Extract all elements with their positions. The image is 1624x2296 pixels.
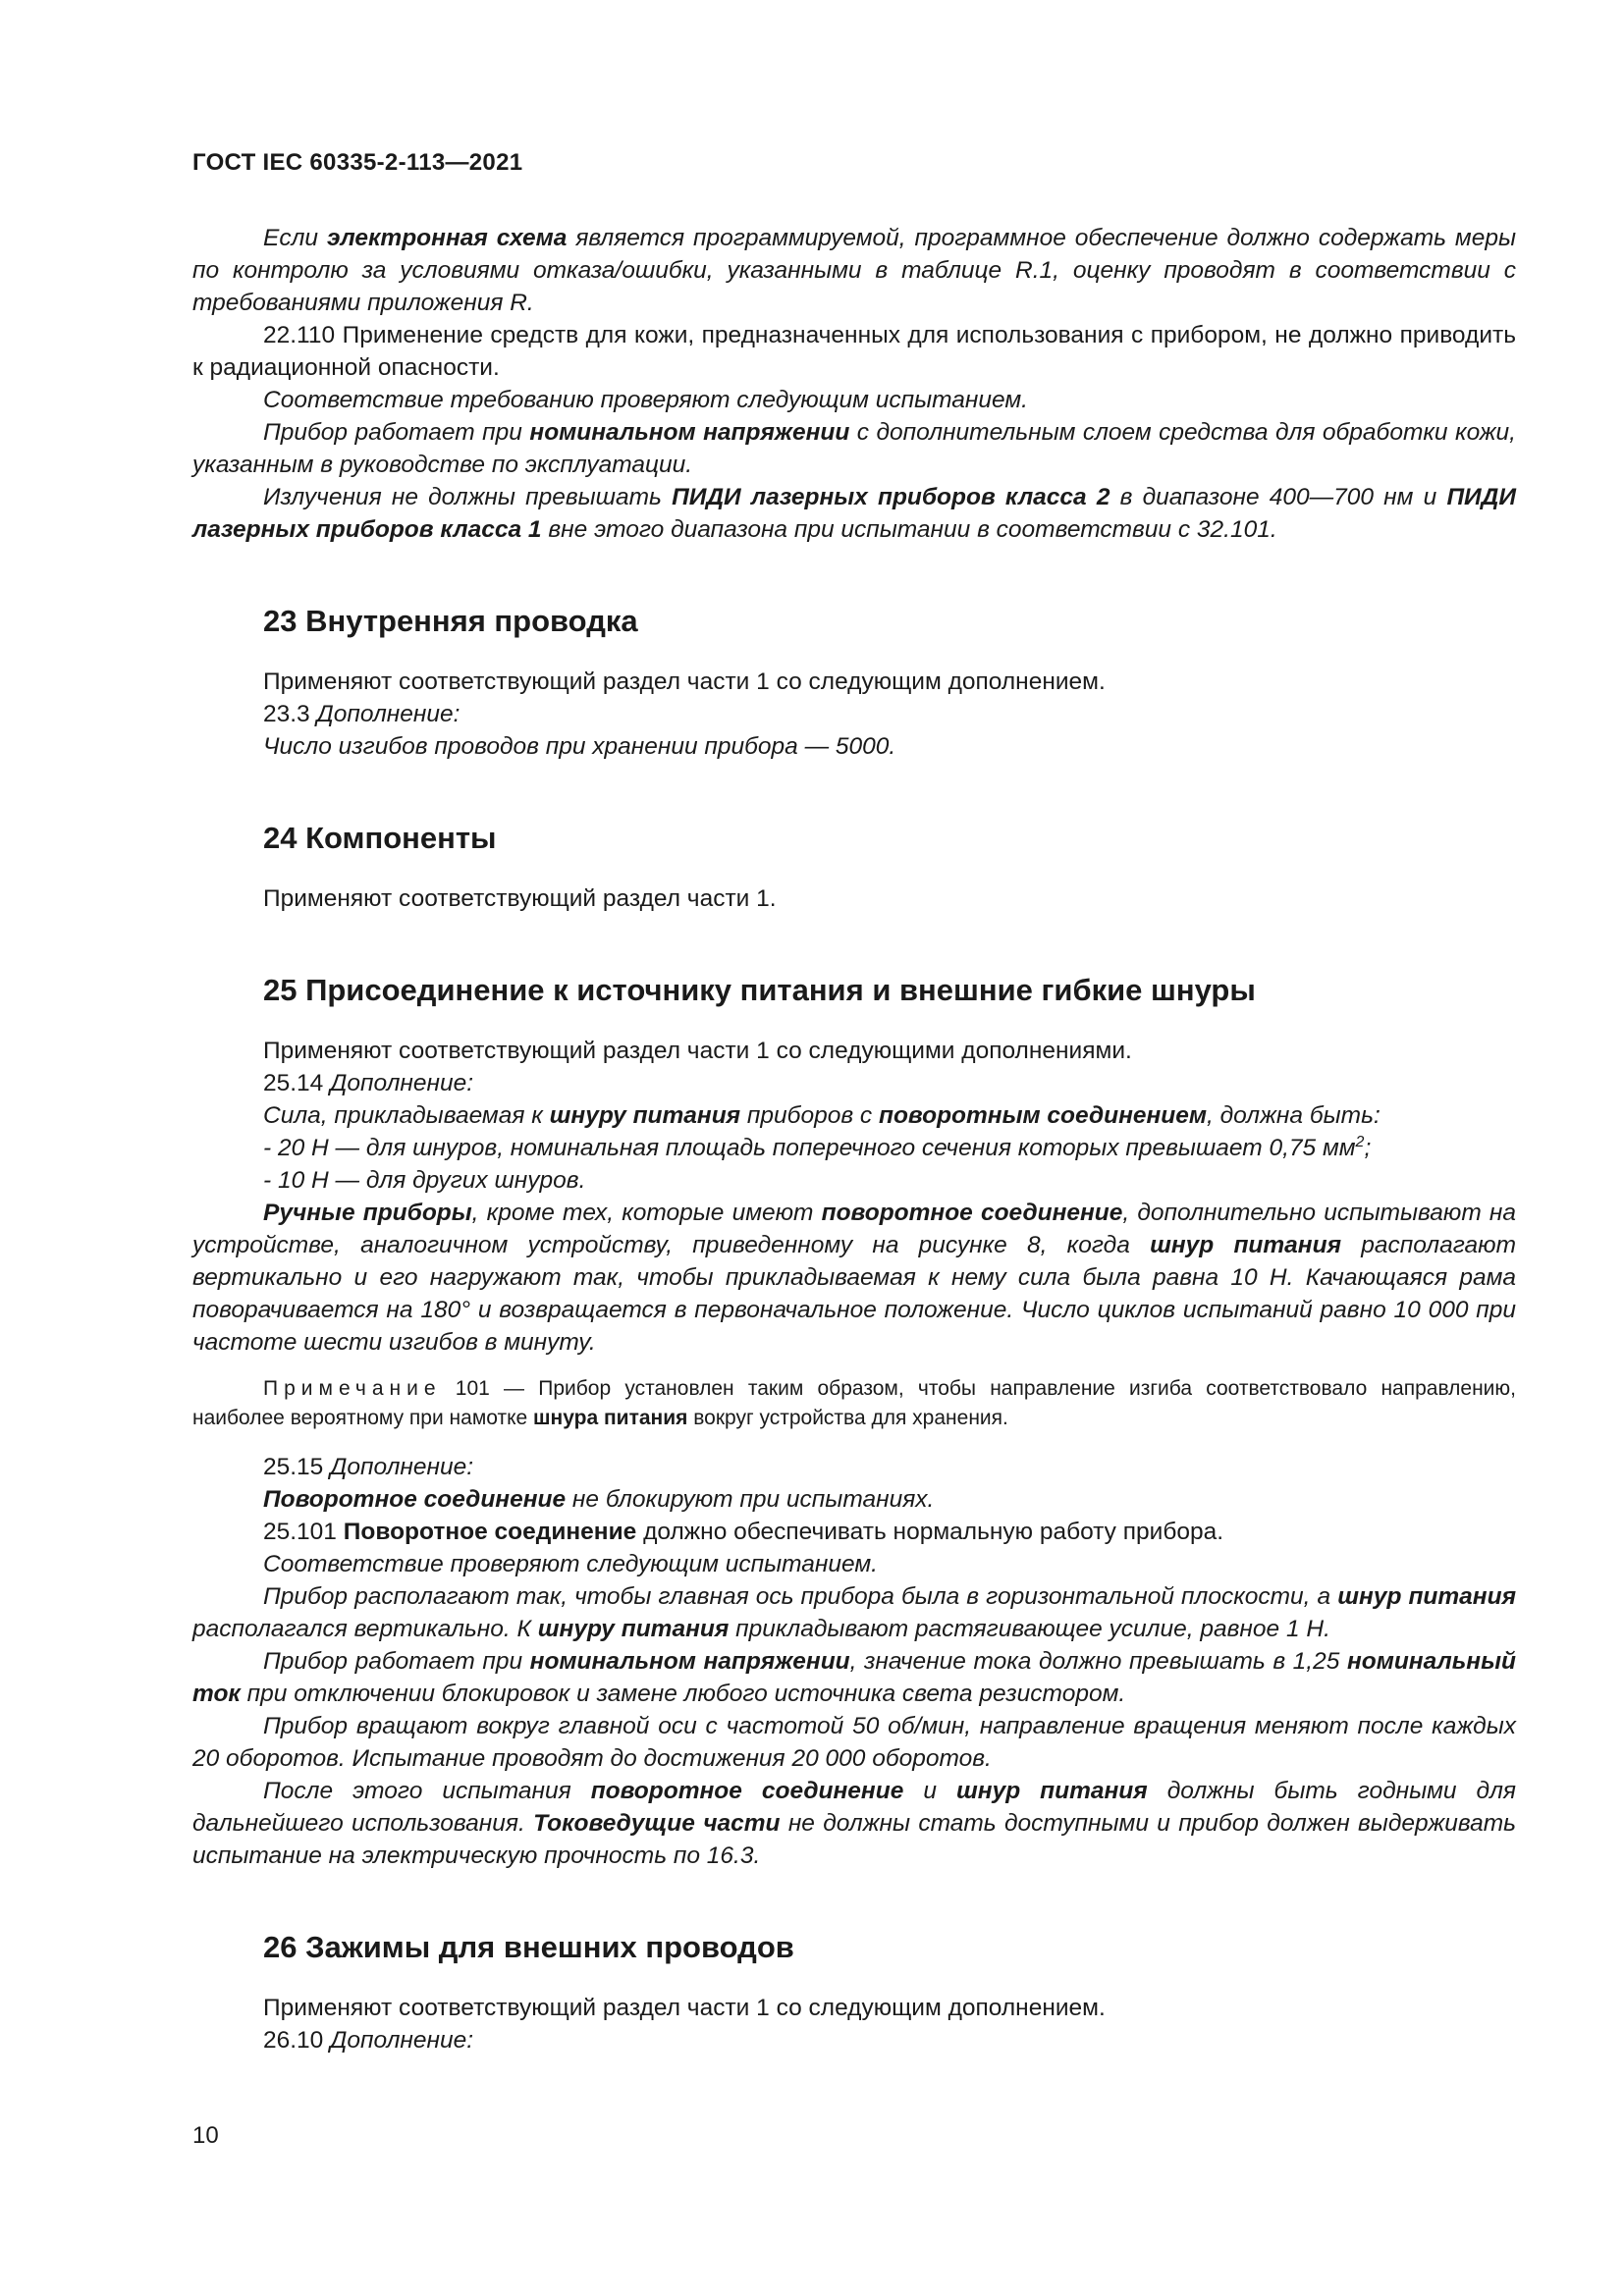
paragraph-emissions: [192, 481, 1516, 546]
document-header: ГОСТ IEC 60335-2-113—2021: [192, 149, 523, 176]
section-23-heading: 23 Внутренняя проводка: [263, 604, 638, 638]
clause-number: 25.14: [263, 1070, 331, 1096]
section-24-line-1: Применяют соответствующий раздел части 1.: [263, 885, 777, 912]
text-span: Сила, прикладываемая к: [263, 1102, 550, 1129]
clause-22-110: 22.110 Применение средств для кожи, предназначенных для использования с прибором, не должно приводить к радиационной опасности.: [192, 322, 1516, 381]
note-101: [192, 1374, 1516, 1433]
text-span: , должна быть:: [1207, 1102, 1380, 1129]
clause-label: Дополнение:: [330, 2027, 474, 2054]
text-span: Излучения не должны превышать: [263, 484, 673, 510]
term-bold: Токоведущие части: [533, 1810, 781, 1837]
clause-23-3: [192, 698, 1516, 730]
clause-label: Дополнение:: [316, 701, 460, 727]
page-number: 10: [192, 2122, 219, 2149]
paragraph-rotation: Прибор вращают вокруг главной оси с частотой 50 об/мин, направление вращения меняют после каждых 20 оборотов. Испытание проводят до достижения 20 000 оборотов.: [192, 1713, 1516, 1772]
term-bold: поворотное соединение: [590, 1778, 904, 1804]
section-24-heading: 24 Компоненты: [263, 821, 497, 855]
text-span: Прибор работает при: [263, 1648, 530, 1675]
paragraph-rated-voltage: [192, 416, 1516, 481]
section-25-heading: 25 Присоединение к источнику питания и внешние гибкие шнуры: [263, 973, 1256, 1007]
clause-label: Дополнение:: [330, 1070, 474, 1096]
term-bold: шнур питания: [1150, 1232, 1342, 1258]
clause-25-101: [192, 1516, 1516, 1548]
section-23-line-3: Число изгибов проводов при хранении прибора — 5000.: [263, 733, 896, 760]
term-bold: шнура питания: [533, 1407, 688, 1429]
force-item-10n: - 10 Н — для других шнуров.: [263, 1167, 586, 1194]
text-span: прикладывают растягивающее усилие, равное 1 Н.: [729, 1616, 1330, 1642]
paragraph-handheld: [192, 1197, 1516, 1359]
term-bold: поворотным соединением: [878, 1102, 1208, 1129]
clause-label: Дополнение:: [330, 1454, 474, 1480]
term-bold: номинальном напряжении: [529, 1648, 850, 1675]
text-span: После этого испытания: [263, 1778, 591, 1804]
text-span: при отключении блокировок и замене любого источника света резистором.: [240, 1681, 1126, 1707]
text-span: является программируемой, программное обеспечение должно содержать меры по контролю за условиями отказа/ошибки, указанными в таблице R.1, оценку проводят в соответствии с требованиями приложения R.: [192, 225, 1516, 316]
term-bold: номинальном напряжении: [529, 419, 850, 446]
term-bold: ПИДИ лазерных приборов класса 1: [192, 484, 1516, 543]
text-span: ;: [1364, 1135, 1372, 1161]
text-span: располагался вертикально. К: [192, 1616, 538, 1642]
text-span: располагают вертикально и его нагружают так, чтобы прикладываемая к нему сила была равна 10 Н. Качающаяся рама поворачивается на 180° и возвращается в первоначальное положение. Число циклов испытаний равно 10 000 при частоте шести изгибов в минуту.: [192, 1232, 1517, 1356]
text-span: в диапазоне 400—700 нм и: [1110, 484, 1447, 510]
text-span: должны быть годными для дальнейшего использования.: [192, 1778, 1517, 1837]
clause-25-15: [192, 1451, 1516, 1483]
term-bold: поворотное соединение: [821, 1200, 1123, 1226]
page-body: [192, 222, 1516, 2056]
clause-number: 25.15: [263, 1454, 331, 1480]
term-bold: ПИДИ лазерных приборов класса 2: [672, 484, 1110, 510]
section-26-line-1: Применяют соответствующий раздел части 1 со следующим дополнением.: [263, 1995, 1106, 2021]
rotary-not-blocked: [192, 1483, 1516, 1516]
clause-26-10: [192, 2024, 1516, 2056]
text-span: Прибор располагают так, чтобы главная ось прибора была в горизонтальной плоскости, а: [263, 1583, 1338, 1610]
text-span: не блокируют при испытаниях.: [566, 1486, 935, 1513]
text-span: - 20 Н — для шнуров, номинальная площадь поперечного сечения которых превышает 0,75 мм: [263, 1135, 1356, 1161]
force-item-20n: [192, 1132, 1516, 1164]
clause-number: 26.10: [263, 2027, 331, 2054]
text-span: вокруг устройства для хранения.: [687, 1407, 1008, 1429]
term-bold: шнур питания: [955, 1778, 1148, 1804]
term-bold: электронная схема: [326, 225, 568, 251]
section-25-line-1: Применяют соответствующий раздел части 1 со следующими дополнениями.: [263, 1038, 1132, 1064]
compliance-statement-2: Соответствие проверяют следующим испытанием.: [263, 1551, 878, 1577]
force-statement: [192, 1099, 1516, 1132]
text-span: Если: [263, 225, 327, 251]
note-label: Примечание: [263, 1377, 442, 1400]
term-bold: шнуру питания: [549, 1102, 741, 1129]
clause-25-14: [192, 1067, 1516, 1099]
compliance-statement: Соответствие требованию проверяют следующим испытанием.: [263, 387, 1028, 413]
text-span: 101 — Прибор установлен таким образом, чтобы направление изгиба соответствовало направлению, наиболее вероятному при намотке: [192, 1377, 1516, 1429]
paragraph-after-test: [192, 1775, 1516, 1872]
term-bold: Поворотное соединение: [263, 1486, 567, 1513]
term-bold: шнур питания: [1337, 1583, 1516, 1610]
text-span: , значение тока должно превышать в 1,25: [849, 1648, 1347, 1675]
text-span: должно обеспечивать нормальную работу прибора.: [636, 1519, 1224, 1545]
text-span: , кроме тех, которые имеют: [471, 1200, 822, 1226]
term-bold: Ручные приборы: [263, 1200, 472, 1226]
text-span: не должны стать доступными и прибор должен выдерживать испытание на электрическую прочность по 16.3.: [192, 1810, 1516, 1869]
text-span: , дополнительно испытывают на устройстве, аналогичном устройству, приведенному на рисунке 8, когда: [192, 1200, 1517, 1258]
text-span: с дополнительным слоем средства для обработки кожи, указанным в руководстве по эксплуатации.: [192, 419, 1516, 478]
text-span: и: [903, 1778, 956, 1804]
clause-number: 23.3: [263, 701, 317, 727]
section-26-heading: 26 Зажимы для внешних проводов: [263, 1930, 794, 1964]
term-bold: номинальный ток: [192, 1648, 1516, 1707]
text-span: Прибор работает при: [263, 419, 530, 446]
paragraph-current: [192, 1645, 1516, 1710]
clause-number: 25.101: [263, 1519, 344, 1545]
paragraph-placement: [192, 1580, 1516, 1645]
term-bold: Поворотное соединение: [343, 1519, 637, 1545]
term-bold: шнуру питания: [537, 1616, 730, 1642]
section-23-line-1: Применяют соответствующий раздел части 1 со следующим дополнением.: [263, 668, 1106, 695]
superscript: 2: [1355, 1133, 1365, 1150]
paragraph-electronic-circuit: [192, 222, 1516, 319]
text-span: вне этого диапазона при испытании в соответствии с 32.101.: [541, 516, 1277, 543]
text-span: приборов с: [740, 1102, 879, 1129]
